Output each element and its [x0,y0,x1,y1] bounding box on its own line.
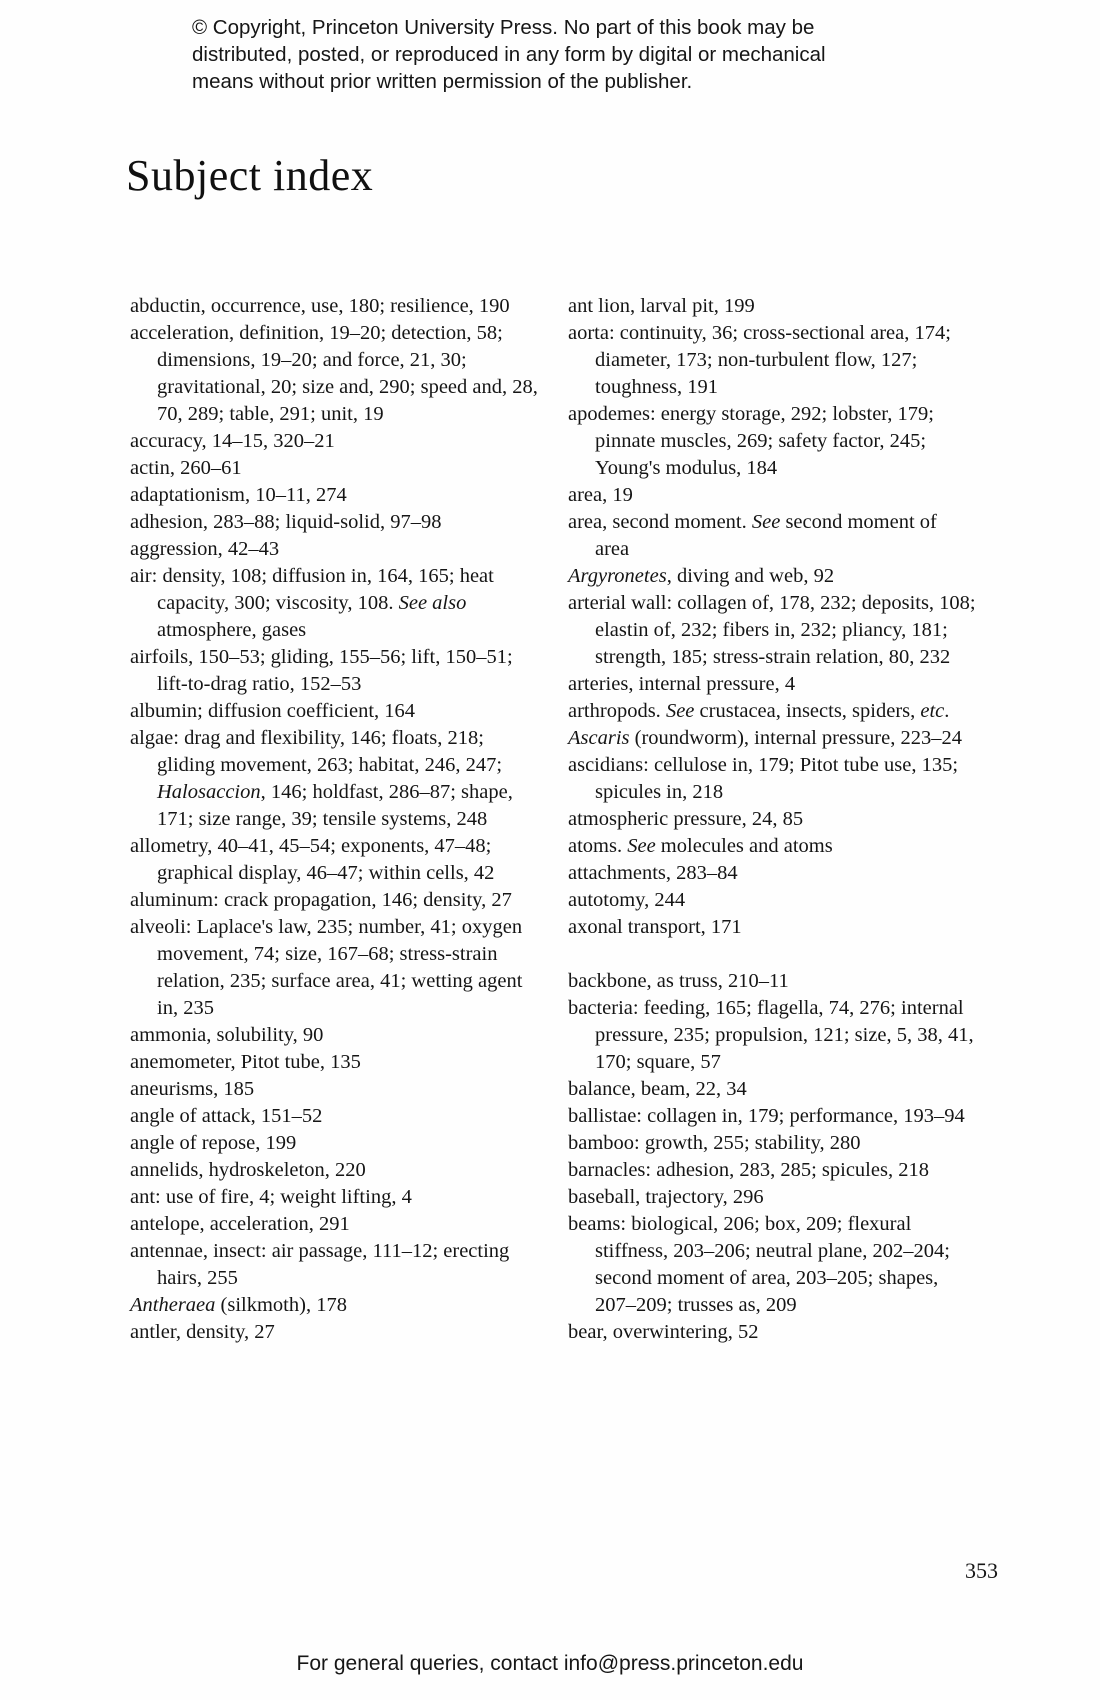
index-entry: atoms. See molecules and atoms [568,835,833,857]
index-entry: accuracy, 14–15, 320–21 [130,430,335,452]
index-entry: aluminum: crack propagation, 146; density, 27 [130,889,512,911]
index-entry: attachments, 283–84 [568,862,738,884]
index-entry: actin, 260–61 [130,457,242,479]
index-entry: aorta: continuity, 36; cross-sectional area, 174; diameter, 173; non-turbulent flow, 127; toughness, 191 [568,322,951,398]
index-entry: barnacles: adhesion, 283, 285; spicules, 218 [568,1159,929,1181]
index-entry: algae: drag and flexibility, 146; floats, 218; gliding movement, 263; habitat, 246, 247; Halosaccion, 146; holdfast, 286–87; shape, 171; size range, 39; tensile systems, 248 [130,727,513,830]
index-entry: apodemes: energy storage, 292; lobster, 179; pinnate muscles, 269; safety factor, 245; Young's modulus, 184 [568,403,935,479]
index-entry: balance, beam, 22, 34 [568,1078,747,1100]
index-entry: beams: biological, 206; box, 209; flexural stiffness, 203–206; neutral plane, 202–204; second moment of area, 203–205; shapes, 207–209; trusses as, 209 [568,1213,950,1316]
index-column-left [130,293,542,1346]
index-entry: atmospheric pressure, 24, 85 [568,808,804,830]
index-entry: albumin; diffusion coefficient, 164 [130,700,416,722]
index-entry: adaptationism, 10–11, 274 [130,484,347,506]
index-entry: arterial wall: collagen of, 178, 232; deposits, 108; elastin of, 232; fibers in, 232; pliancy, 181; strength, 185; stress-strain relation, 80, 232 [568,592,976,668]
index-entry: aneurisms, 185 [130,1078,255,1100]
index-entry: axonal transport, 171 [568,916,742,938]
index-entry: antelope, acceleration, 291 [130,1213,350,1235]
index-entry: alveoli: Laplace's law, 235; number, 41; oxygen movement, 74; size, 167–68; stress-strain relation, 235; surface area, 41; wetting agent in, 235 [130,916,523,1019]
index-entry: allometry, 40–41, 45–54; exponents, 47–48; graphical display, 46–47; within cells, 42 [130,835,495,884]
index-entry: area, second moment. See second moment of area [568,511,937,560]
index-entry: acceleration, definition, 19–20; detection, 58; dimensions, 19–20; and force, 21, 30; gravitational, 20; size and, 290; speed and, 28, 70, 289; table, 291; unit, 19 [130,322,538,425]
index-entry: Argyronetes, diving and web, 92 [568,565,835,587]
index-entry: angle of repose, 199 [130,1132,297,1154]
index-entry: arthropods. See crustacea, insects, spiders, etc. [568,700,950,722]
copyright-line: means without prior written permission of the publisher. [192,70,693,93]
index-entry: backbone, as truss, 210–11 [568,970,789,992]
index-entry: angle of attack, 151–52 [130,1105,323,1127]
index-entry: arteries, internal pressure, 4 [568,673,796,695]
index-entry: air: density, 108; diffusion in, 164, 165; heat capacity, 300; viscosity, 108. See also atmosphere, gases [130,565,494,641]
index-entry: airfoils, 150–53; gliding, 155–56; lift, 150–51; lift-to-drag ratio, 152–53 [130,646,513,695]
index-entry: bacteria: feeding, 165; flagella, 74, 276; internal pressure, 235; propulsion, 121; size, 5, 38, 41, 170; square, 57 [568,997,974,1073]
index-entry: abductin, occurrence, use, 180; resilience, 190 [130,295,510,317]
index-entry: baseball, trajectory, 296 [568,1186,764,1208]
index-entry: aggression, 42–43 [130,538,280,560]
index-column-right [568,293,976,1346]
index-entry: anemometer, Pitot tube, 135 [130,1051,361,1073]
index-entry: autotomy, 244 [568,889,686,911]
index-entry: Antheraea (silkmoth), 178 [130,1294,347,1316]
index-entry: bear, overwintering, 52 [568,1321,759,1343]
copyright-notice [192,14,872,95]
index-entry: ammonia, solubility, 90 [130,1024,324,1046]
footer-contact-line: For general queries, contact info@press.princeton.edu [296,1652,804,1675]
copyright-line: © Copyright, Princeton University Press. No part of this book may be [192,16,815,39]
page-number: 353 [965,1558,998,1583]
index-entry: antennae, insect: air passage, 111–12; erecting hairs, 255 [130,1240,510,1289]
index-entry: antler, density, 27 [130,1321,275,1343]
index-entry: ant: use of fire, 4; weight lifting, 4 [130,1186,412,1208]
index-entry: ballistae: collagen in, 179; performance, 193–94 [568,1105,965,1127]
index-entry: ascidians: cellulose in, 179; Pitot tube use, 135; spicules in, 218 [568,754,959,803]
index-entry: ant lion, larval pit, 199 [568,295,755,317]
index-entry: adhesion, 283–88; liquid-solid, 97–98 [130,511,442,533]
index-entry: bamboo: growth, 255; stability, 280 [568,1132,861,1154]
page-title: Subject index [126,151,374,200]
index-entry: area, 19 [568,484,633,506]
index-entry: annelids, hydroskeleton, 220 [130,1159,366,1181]
index-entry: Ascaris (roundworm), internal pressure, 223–24 [568,727,962,749]
copyright-line: distributed, posted, or reproduced in any form by digital or mechanical [192,43,826,66]
